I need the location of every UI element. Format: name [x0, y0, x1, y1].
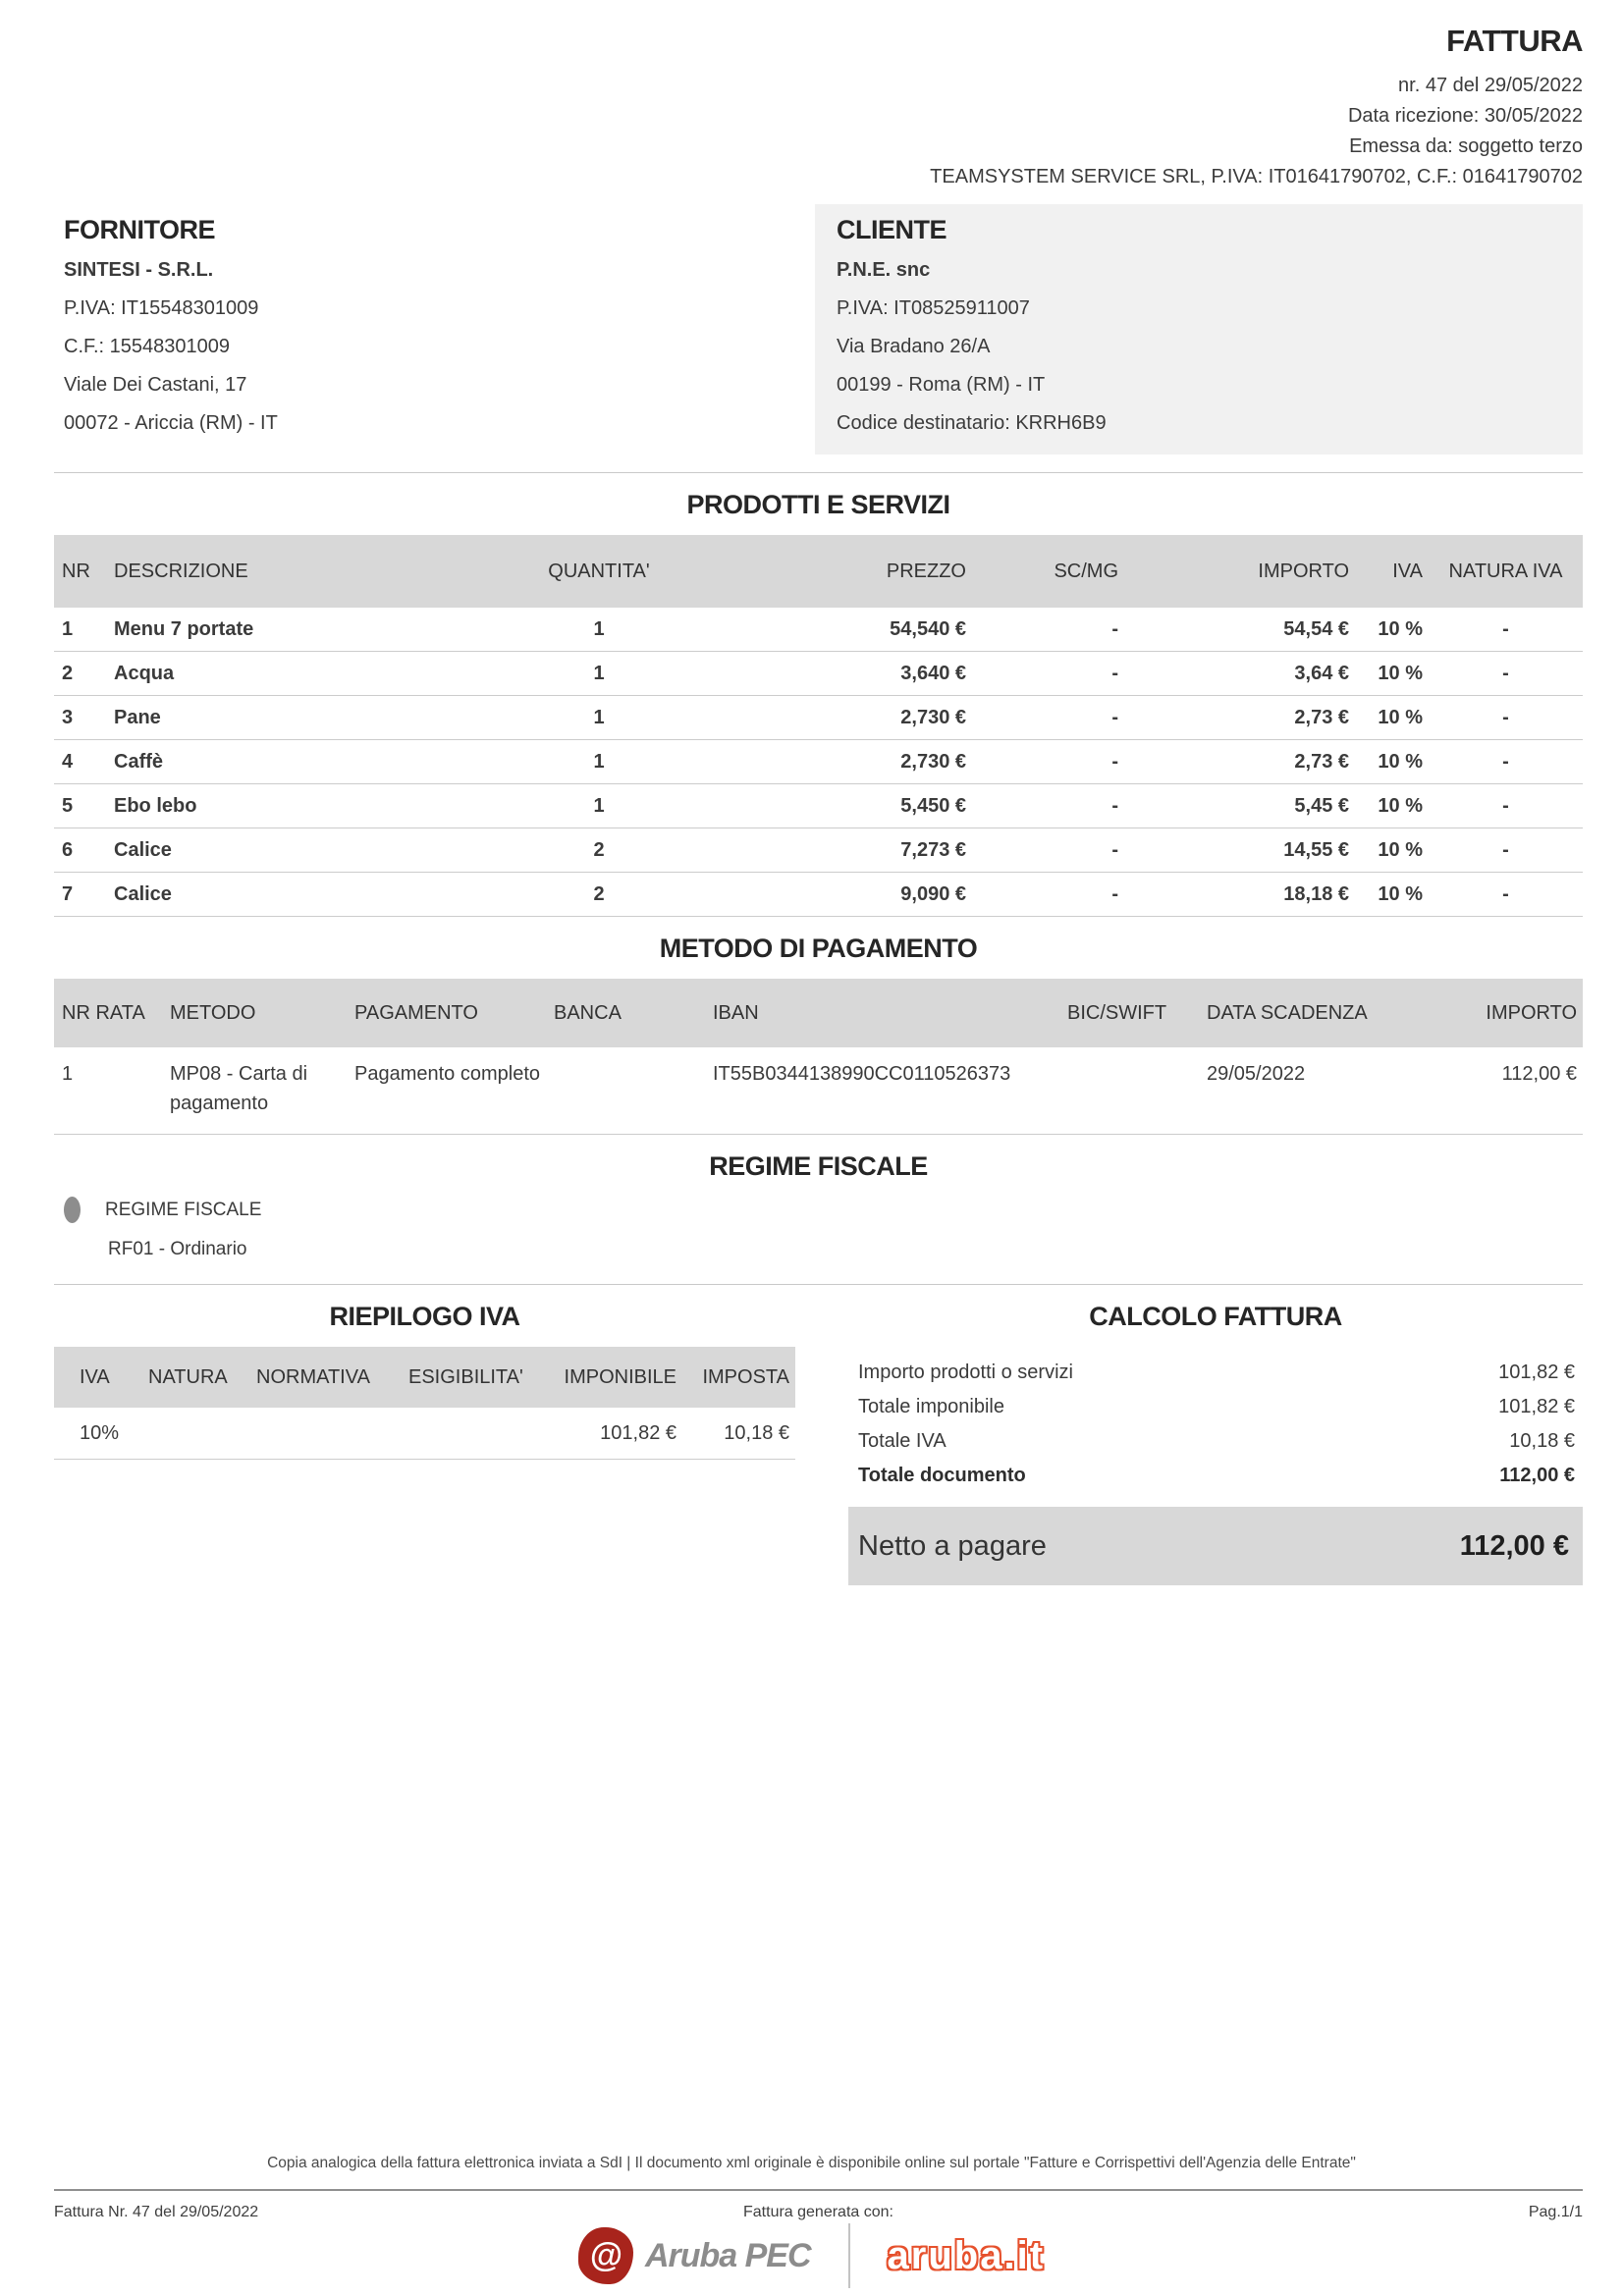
fiscal-regime-label: REGIME FISCALE [105, 1199, 262, 1220]
cell-quantita: 1 [471, 696, 727, 740]
cell-natura-iva: - [1429, 652, 1583, 696]
products-section-title: PRODOTTI E SERVIZI [686, 490, 950, 519]
summary-section [54, 1285, 1583, 1585]
cell-quantita: 1 [471, 608, 727, 652]
cell-importo: 3,64 € [1124, 652, 1355, 696]
col-banca: BANCA [548, 979, 707, 1047]
table-row [54, 828, 1583, 873]
products-table [54, 535, 1583, 917]
col-quantita: QUANTITA' [471, 535, 727, 608]
supplier-block [54, 204, 815, 454]
fiscal-regime-section-title: REGIME FISCALE [709, 1151, 928, 1181]
document-meta [54, 71, 1583, 192]
calc-row [848, 1390, 1583, 1424]
supplier-city: 00072 - Ariccia (RM) - IT [64, 412, 278, 434]
calc-label: Totale imponibile [858, 1396, 1004, 1417]
cell-importo: 2,73 € [1124, 740, 1355, 784]
aruba-pec-logo [578, 2227, 811, 2284]
col-bic-swift: BIC/SWIFT [1061, 979, 1201, 1047]
calc-value: 101,82 € [1498, 1396, 1575, 1417]
cell-prezzo: 9,090 € [727, 873, 972, 917]
cell-pagamento: Pagamento completo [349, 1047, 548, 1135]
products-table-header [54, 535, 1583, 608]
supplier-title: FORNITORE [64, 215, 216, 244]
cell-quantita: 1 [471, 784, 727, 828]
bullet-icon [64, 1197, 81, 1223]
cell-nr: 1 [54, 608, 108, 652]
aruba-pec-logo-text: Aruba PEC [644, 2236, 811, 2274]
vat-summary-table [54, 1347, 795, 1460]
customer-address: Via Bradano 26/A [837, 336, 991, 357]
fiscal-regime-item [54, 1197, 1583, 1223]
cell-prezzo: 7,273 € [727, 828, 972, 873]
table-row [54, 652, 1583, 696]
footer-generated-with: Fattura generata con: [743, 2204, 893, 2220]
customer-sdi-code: Codice destinatario: KRRH6B9 [837, 412, 1107, 434]
col-pagamento: PAGAMENTO [349, 979, 548, 1047]
cell-iva: 10 % [1355, 828, 1429, 873]
payment-section-title: METODO DI PAGAMENTO [659, 934, 978, 963]
calc-value: 10,18 € [1509, 1430, 1575, 1452]
vat-summary-header [54, 1347, 795, 1408]
intermediary-line: TEAMSYSTEM SERVICE SRL, P.IVA: IT01641790702, C.F.: 01641790702 [930, 166, 1583, 187]
vat-summary-title: RIEPILOGO IVA [329, 1302, 520, 1331]
customer-vat: P.IVA: IT08525911007 [837, 297, 1030, 319]
invoice-calc-block [848, 1285, 1583, 1585]
cell-importo: 2,73 € [1124, 696, 1355, 740]
cell-iva: 10 % [1355, 696, 1429, 740]
footer-logos [0, 2223, 1623, 2288]
at-icon: @ [578, 2227, 633, 2284]
cell-metodo: MP08 - Carta di pagamento [164, 1047, 349, 1135]
table-row [54, 1408, 795, 1460]
net-to-pay-band [848, 1507, 1583, 1585]
cell-imposta: 10,18 € [682, 1408, 795, 1460]
col-natura: NATURA [142, 1347, 250, 1408]
supplier-name: SINTESI - S.R.L. [64, 259, 214, 281]
calc-row [848, 1356, 1583, 1390]
cell-prezzo: 2,730 € [727, 740, 972, 784]
cell-iva: 10 % [1355, 873, 1429, 917]
cell-iva: 10 % [1355, 784, 1429, 828]
cell-prezzo: 3,640 € [727, 652, 972, 696]
calc-label: Totale documento [858, 1465, 1026, 1486]
reception-date-line: Data ricezione: 30/05/2022 [1347, 105, 1583, 127]
cell-descrizione: Caffè [108, 740, 471, 784]
cell-descrizione: Calice [108, 873, 471, 917]
cell-natura-iva: - [1429, 873, 1583, 917]
col-prezzo: PREZZO [727, 535, 972, 608]
cell-iva: 10 % [1355, 608, 1429, 652]
cell-importo: 14,55 € [1124, 828, 1355, 873]
logo-divider [848, 2223, 850, 2288]
issued-by-line: Emessa da: soggetto terzo [1349, 135, 1583, 157]
footer-disclaimer: Copia analogica della fattura elettronica inviata a SdI | Il documento xml originale è disponibile online sul portale "Fatture e Corrispettivi dell'Agenzia delle Entrate" [267, 2155, 1356, 2171]
col-metodo: METODO [164, 979, 349, 1047]
payment-table [54, 979, 1583, 1135]
calc-label: Totale IVA [858, 1430, 947, 1452]
cell-scmg: - [972, 608, 1124, 652]
cell-nr: 5 [54, 784, 108, 828]
vat-summary-block [54, 1285, 795, 1585]
cell-iva: 10 % [1355, 652, 1429, 696]
cell-nr: 6 [54, 828, 108, 873]
footer-page-number: Pag.1/1 [1528, 2204, 1583, 2220]
cell-descrizione: Ebo lebo [108, 784, 471, 828]
cell-importo: 18,18 € [1124, 873, 1355, 917]
cell-iva: 10% [54, 1408, 142, 1460]
calc-value: 101,82 € [1498, 1362, 1575, 1383]
cell-imponibile: 101,82 € [550, 1408, 682, 1460]
supplier-address: Viale Dei Castani, 17 [64, 374, 247, 396]
cell-natura-iva: - [1429, 740, 1583, 784]
footer-invoice-ref: Fattura Nr. 47 del 29/05/2022 [54, 2204, 259, 2220]
col-data-scadenza: DATA SCADENZA [1201, 979, 1460, 1047]
invoice-number-line: nr. 47 del 29/05/2022 [1398, 75, 1583, 96]
col-scmg: SC/MG [972, 535, 1124, 608]
cell-scmg: - [972, 652, 1124, 696]
table-row [54, 873, 1583, 917]
cell-natura-iva: - [1429, 608, 1583, 652]
col-imponibile: IMPONIBILE [550, 1347, 682, 1408]
cell-scmg: - [972, 740, 1124, 784]
cell-prezzo: 2,730 € [727, 696, 972, 740]
document-title: FATTURA [1446, 24, 1583, 58]
col-esigibilita: ESIGIBILITA' [403, 1347, 550, 1408]
cell-natura [142, 1408, 250, 1460]
col-natura-iva: NATURA IVA [1429, 535, 1583, 608]
cell-importo: 112,00 € [1460, 1047, 1583, 1135]
col-nr: NR [54, 535, 108, 608]
net-to-pay-label: Netto a pagare [858, 1529, 1047, 1562]
cell-esigibilita [403, 1408, 550, 1460]
cell-data-scadenza: 29/05/2022 [1201, 1047, 1460, 1135]
cell-iva: 10 % [1355, 740, 1429, 784]
col-importo: IMPORTO [1460, 979, 1583, 1047]
document-header [54, 0, 1583, 192]
aruba-it-logo: aruba.it [887, 2233, 1046, 2277]
cell-scmg: - [972, 828, 1124, 873]
col-descrizione: DESCRIZIONE [108, 535, 471, 608]
cell-prezzo: 54,540 € [727, 608, 972, 652]
customer-city: 00199 - Roma (RM) - IT [837, 374, 1046, 396]
table-row [54, 1047, 1583, 1135]
col-nr-rata: NR RATA [54, 979, 164, 1047]
table-row [54, 784, 1583, 828]
col-normativa: NORMATIVA [250, 1347, 403, 1408]
col-iva: IVA [1355, 535, 1429, 608]
cell-scmg: - [972, 873, 1124, 917]
cell-scmg: - [972, 784, 1124, 828]
cell-quantita: 2 [471, 873, 727, 917]
cell-importo: 5,45 € [1124, 784, 1355, 828]
cell-importo: 54,54 € [1124, 608, 1355, 652]
table-row [54, 740, 1583, 784]
payment-table-header [54, 979, 1583, 1047]
cell-descrizione: Acqua [108, 652, 471, 696]
customer-block [815, 204, 1583, 454]
cell-nr: 7 [54, 873, 108, 917]
cell-nr: 3 [54, 696, 108, 740]
cell-quantita: 2 [471, 828, 727, 873]
fiscal-regime-value: RF01 - Ordinario [108, 1239, 247, 1259]
calc-row [848, 1424, 1583, 1459]
calc-row-total [848, 1459, 1583, 1493]
table-row [54, 608, 1583, 652]
cell-scmg: - [972, 696, 1124, 740]
cell-quantita: 1 [471, 652, 727, 696]
invoice-calc-rows [848, 1356, 1583, 1493]
calc-value: 112,00 € [1499, 1465, 1575, 1486]
parties-section [54, 204, 1583, 454]
footer-info-row [54, 2204, 1583, 2221]
customer-title: CLIENTE [837, 215, 947, 244]
cell-prezzo: 5,450 € [727, 784, 972, 828]
customer-name: P.N.E. snc [837, 259, 931, 281]
cell-normativa [250, 1408, 403, 1460]
table-row [54, 696, 1583, 740]
cell-natura-iva: - [1429, 696, 1583, 740]
calc-label: Importo prodotti o servizi [858, 1362, 1073, 1383]
supplier-fiscal-code: C.F.: 15548301009 [64, 336, 231, 357]
cell-natura-iva: - [1429, 784, 1583, 828]
cell-banca [548, 1047, 707, 1135]
supplier-vat: P.IVA: IT15548301009 [64, 297, 259, 319]
section-divider [54, 472, 1583, 473]
col-imposta: IMPOSTA [682, 1347, 795, 1408]
cell-quantita: 1 [471, 740, 727, 784]
net-to-pay-value: 112,00 € [1459, 1529, 1569, 1562]
cell-descrizione: Calice [108, 828, 471, 873]
cell-nr: 2 [54, 652, 108, 696]
page-footer [0, 2129, 1623, 2296]
col-iva: IVA [54, 1347, 142, 1408]
col-importo: IMPORTO [1124, 535, 1355, 608]
cell-descrizione: Menu 7 portate [108, 608, 471, 652]
cell-bic-swift [1061, 1047, 1201, 1135]
cell-nr-rata: 1 [54, 1047, 164, 1135]
cell-natura-iva: - [1429, 828, 1583, 873]
invoice-calc-title: CALCOLO FATTURA [1089, 1302, 1342, 1331]
cell-iban: IT55B0344138990CC0110526373 [707, 1047, 1061, 1135]
invoice-content [54, 0, 1583, 1585]
col-iban: IBAN [707, 979, 1061, 1047]
footer-divider [54, 2189, 1583, 2191]
cell-descrizione: Pane [108, 696, 471, 740]
cell-nr: 4 [54, 740, 108, 784]
